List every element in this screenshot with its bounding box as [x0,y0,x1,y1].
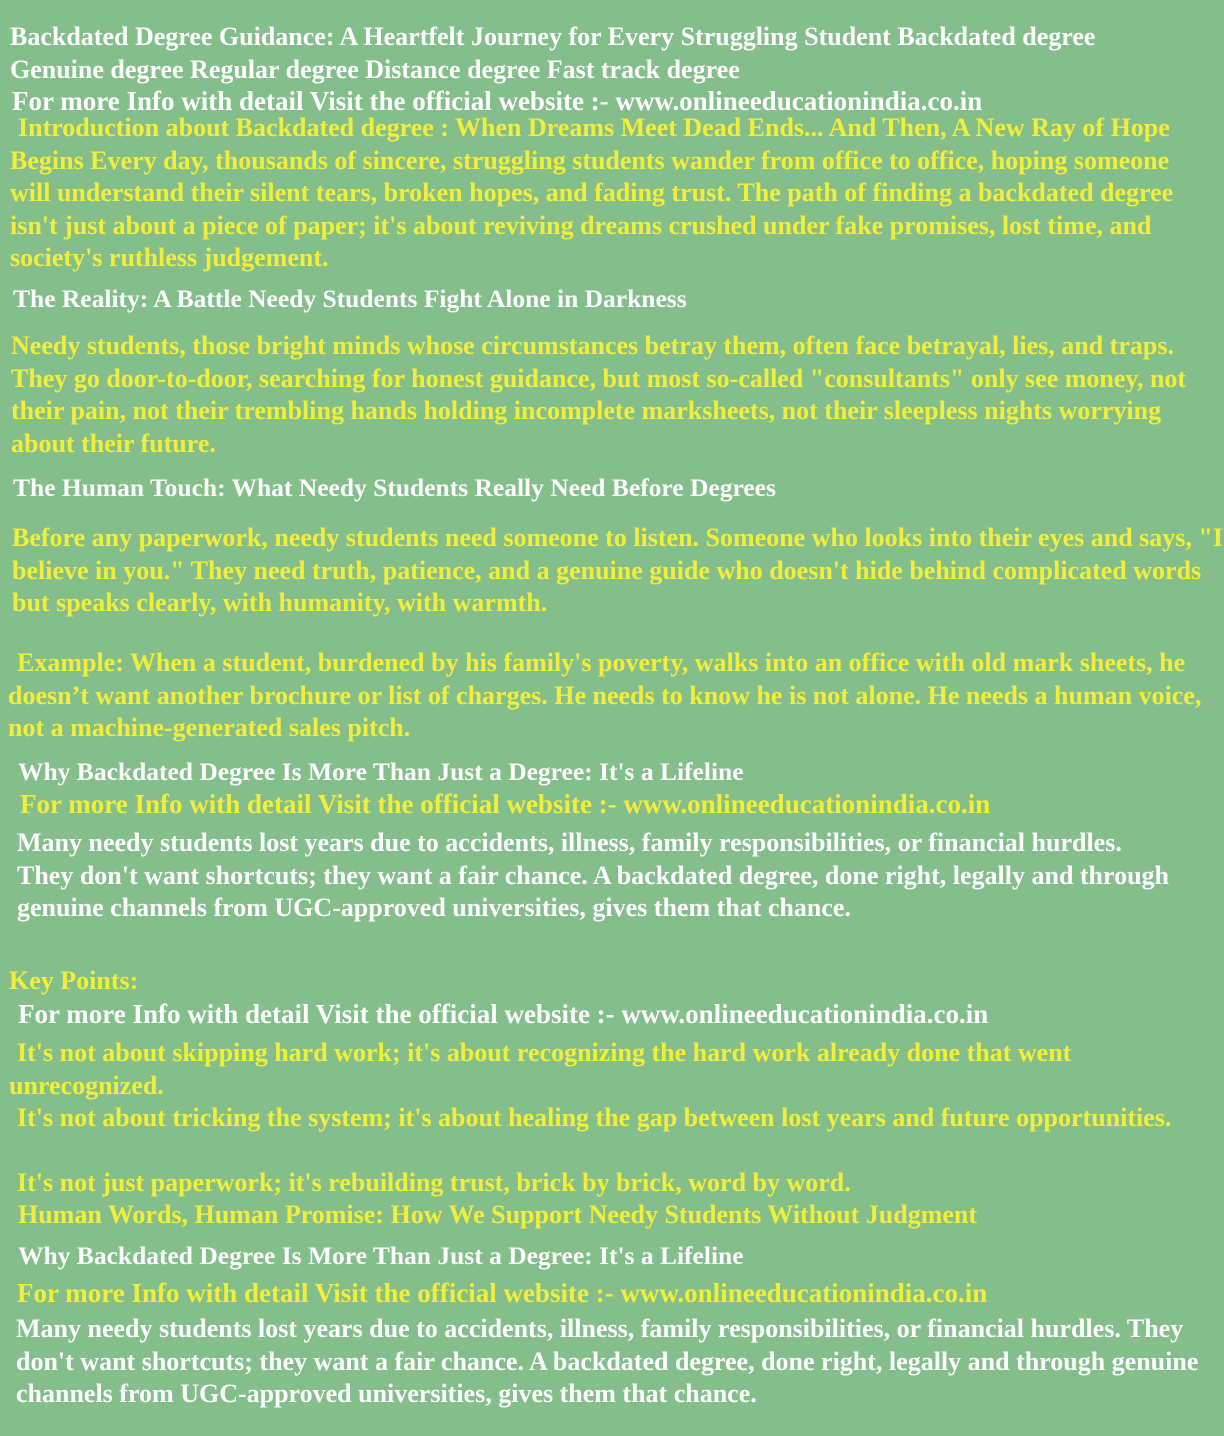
paragraph-human-touch: Before any paperwork, needy students need someone to listen. Someone who looks into their eyes and says, "I believe in you." They need truth, patience, and a genuine guide who doesn't hide behind complicated words but speaks clearly, with humanity, with warmth. [12,523,1223,617]
paragraph-reality: Needy students, those bright minds whose circumstances betray them, often face betrayal, lies, and traps. They go door-to-door, searching for honest guidance, but most so-called "consultants" only see money, not their pain, not their trembling hands holding incomplete marksheets, not their sleepless nights worrying about their future. [11,331,1187,458]
heading-reality: The Reality: A Battle Needy Students Fight Alone in Darkness [13,284,687,313]
key-points-heading: Key Points: [9,966,139,995]
website-line-2: For more Info with detail Visit the official website :- www.onlineeducationindia.co.in [20,789,991,819]
heading-human-touch: The Human Touch: What Needy Students Really Need Before Degrees [13,473,776,502]
website-line-4: For more Info with detail Visit the official website :- www.onlineeducationindia.co.in [17,1278,988,1308]
key-point-2: It's not about tricking the system; it's about healing the gap between lost years and future opportunities. [17,1103,1172,1132]
paragraph-lifeline-1: Many needy students lost years due to accidents, illness, family responsibilities, or financial hurdles. They don't want shortcuts; they want a fair chance. A backdated degree, done right, legally and through genuine channels from UGC-approved universities, gives them that chance. [17,828,1170,922]
website-line-3: For more Info with detail Visit the official website :- www.onlineeducationindia.co.in [18,999,989,1029]
heading-lifeline-2: Why Backdated Degree Is More Than Just a Degree: It's a Lifeline [18,1241,744,1270]
paragraph-lifeline-2: Many needy students lost years due to accidents, illness, family responsibilities, or financial hurdles. They don't want shortcuts; they want a fair chance. A backdated degree, done right, legally and through genuine channels from UGC-approved universities, gives them that chance. [16,1314,1199,1408]
heading-lifeline-1: Why Backdated Degree Is More Than Just a Degree: It's a Lifeline [18,757,744,786]
website-line-1: For more Info with detail Visit the official website :- www.onlineeducationindia.co.in [12,86,983,116]
intro-paragraph: Introduction about Backdated degree : When Dreams Meet Dead Ends... And Then, A New Ray of Hope Begins Every day, thousands of sincere, struggling students wander from office to office, hoping someone will understand their silent tears, broken hopes, and fading trust. The path of finding a backdated degree isn't just about a piece of paper; it's about reviving dreams crushed under fake promises, lost time, and society's ruthless judgement. [10,113,1174,272]
heading-human-words: Human Words, Human Promise: How We Support Needy Students Without Judgment [18,1200,978,1229]
page-title: Backdated Degree Guidance: A Heartfelt Journey for Every Struggling Student Backdated degree Genuine degree Regular degree Distance degree Fast track degree [10,22,1096,84]
key-point-3: It's not just paperwork; it's rebuilding trust, brick by brick, word by word. [17,1168,851,1197]
key-point-1: It's not about skipping hard work; it's about recognizing the hard work already done that went unrecognized. [9,1038,1072,1100]
paragraph-example: Example: When a student, burdened by his family's poverty, walks into an office with old mark sheets, he doesn’t want another brochure or list of charges. He needs to know he is not alone. He needs a human voice, not a machine-generated sales pitch. [8,648,1202,742]
